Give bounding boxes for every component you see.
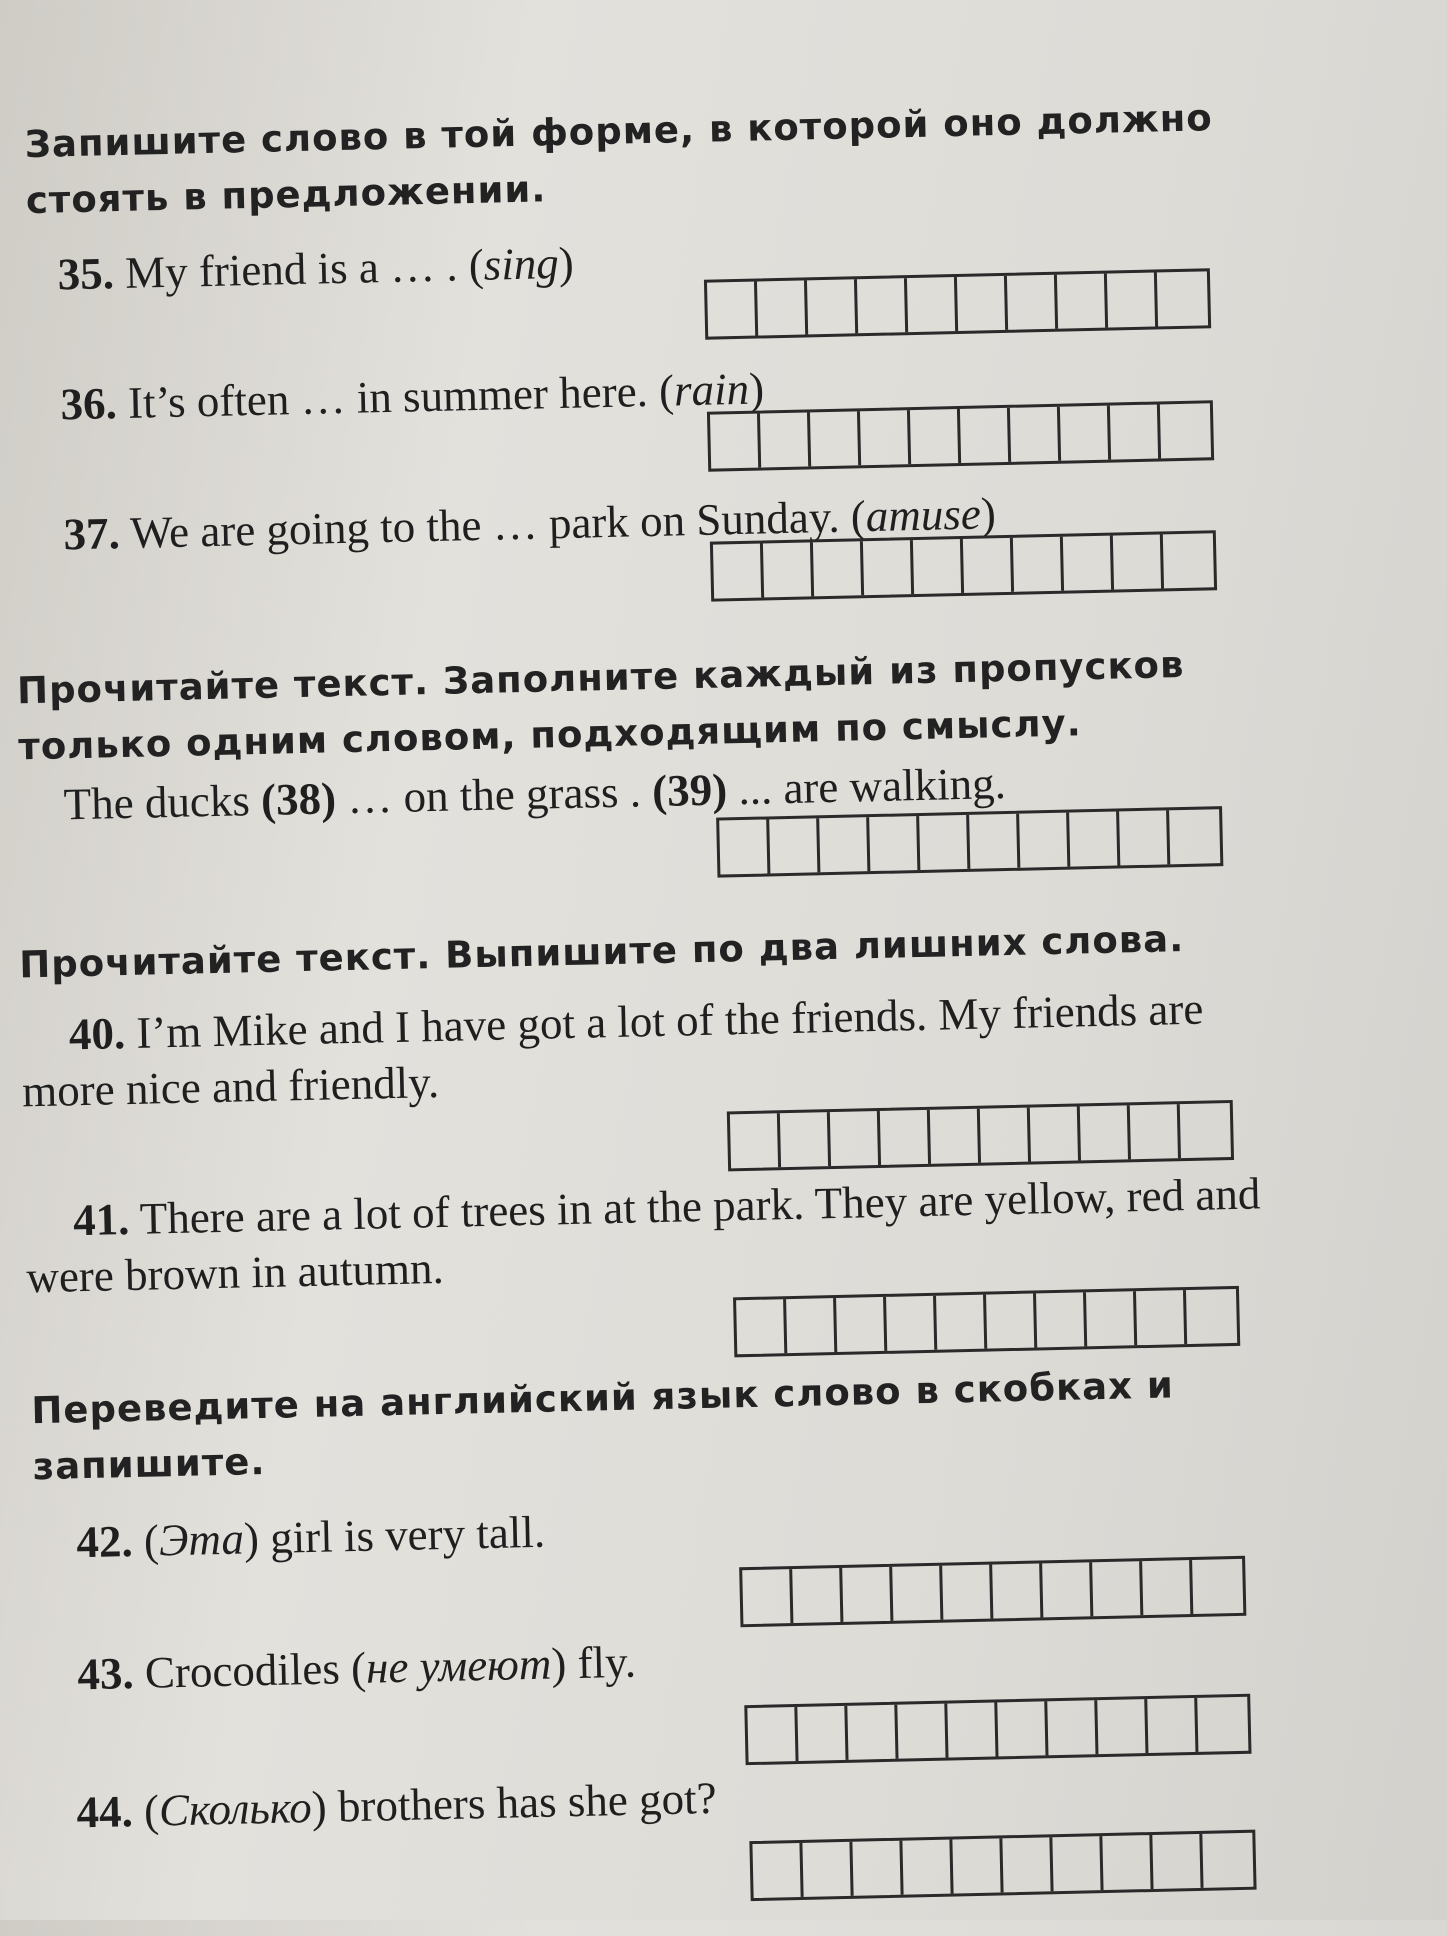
answer-cell[interactable] <box>819 817 870 872</box>
answer-cell[interactable] <box>760 412 811 467</box>
answer-cell[interactable] <box>786 1298 837 1353</box>
answer-cell[interactable] <box>963 538 1014 593</box>
answer-cell[interactable] <box>707 282 758 337</box>
answer-cell[interactable] <box>747 1707 798 1762</box>
answer-cell[interactable] <box>1092 1561 1143 1616</box>
task-hint: Эта <box>158 1513 245 1566</box>
answer-cell[interactable] <box>930 1109 981 1164</box>
answer-cell[interactable] <box>869 816 920 871</box>
task-text: ) <box>243 1513 260 1564</box>
answer-cell[interactable] <box>719 819 770 874</box>
answer-cell[interactable] <box>1107 272 1158 327</box>
answer-cell[interactable] <box>757 280 808 335</box>
answer-cell[interactable] <box>792 1568 843 1623</box>
answer-cell[interactable] <box>1102 1835 1153 1890</box>
task-hint: sing <box>483 238 560 290</box>
answer-cell[interactable] <box>1192 1559 1243 1614</box>
answer-cell[interactable] <box>1197 1697 1248 1752</box>
answer-cell[interactable] <box>1160 403 1211 458</box>
answer-cell[interactable] <box>997 1701 1048 1756</box>
answer-cell[interactable] <box>1086 1291 1137 1346</box>
answer-cell[interactable] <box>842 1567 893 1622</box>
answer-cell[interactable] <box>807 279 858 334</box>
task-hint: Сколько <box>158 1782 313 1836</box>
task-41 <box>24 1165 1266 1305</box>
answer-cell[interactable] <box>1069 811 1120 866</box>
task-40 <box>20 979 1257 1119</box>
answer-cell[interactable] <box>1130 1104 1181 1159</box>
task-text: Crocodiles ( <box>144 1642 367 1698</box>
answer-cell[interactable] <box>913 539 964 594</box>
task-text: My friend is a … . ( <box>124 239 485 298</box>
task-text: ... are walking. <box>726 758 1007 815</box>
task-number: 43. <box>76 1648 135 1700</box>
answer-cell[interactable] <box>1057 274 1108 329</box>
answer-cell[interactable] <box>780 1112 831 1167</box>
answer-cell[interactable] <box>980 1108 1031 1163</box>
task-text: ) fly. <box>550 1636 637 1689</box>
answer-cell[interactable] <box>1147 1698 1198 1753</box>
task-text: We are going to the … park on Sunday. ( <box>129 491 867 558</box>
task-36 <box>60 360 765 432</box>
task-35 <box>57 235 574 303</box>
answer-cell[interactable] <box>852 1841 903 1896</box>
task-text: … on the grass . <box>335 766 653 824</box>
answer-cell[interactable] <box>1163 533 1214 588</box>
answer-cell[interactable] <box>830 1111 881 1166</box>
task-43 <box>77 1634 637 1703</box>
task-hint: не умеют <box>365 1638 552 1693</box>
answer-cell[interactable] <box>992 1563 1043 1618</box>
answer-cell[interactable] <box>1010 407 1061 462</box>
answer-cell[interactable] <box>1152 1834 1203 1889</box>
answer-boxes-38-39[interactable] <box>716 806 1223 877</box>
answer-cell[interactable] <box>936 1295 987 1350</box>
answer-cell[interactable] <box>1060 406 1111 461</box>
answer-cell[interactable] <box>863 540 914 595</box>
task-number: 37. <box>62 508 121 560</box>
answer-cell[interactable] <box>860 410 911 465</box>
task-text: ( <box>143 1785 160 1836</box>
section-heading-3: Прочитайте текст. Выпишите по два лишних слова. <box>18 917 1185 987</box>
answer-cell[interactable] <box>1142 1560 1193 1615</box>
answer-cell[interactable] <box>942 1565 993 1620</box>
section-heading-4: Переведите на английский язык слово в скобках и запишите. <box>30 1363 1175 1489</box>
task-number: 42. <box>75 1516 134 1568</box>
answer-cell[interactable] <box>1013 537 1064 592</box>
task-number: 41. <box>72 1194 130 1246</box>
answer-cell[interactable] <box>919 815 970 870</box>
answer-cell[interactable] <box>1047 1700 1098 1755</box>
answer-cell[interactable] <box>797 1706 848 1761</box>
answer-cell[interactable] <box>952 1838 1003 1893</box>
answer-cell[interactable] <box>1042 1562 1093 1617</box>
answer-cell[interactable] <box>1097 1699 1148 1754</box>
answer-cell[interactable] <box>763 542 814 597</box>
task-text: It’s often … in summer here. ( <box>127 365 675 428</box>
answer-cell[interactable] <box>1157 271 1208 326</box>
answer-cell[interactable] <box>836 1297 887 1352</box>
answer-cell[interactable] <box>1186 1289 1237 1344</box>
answer-cell[interactable] <box>1052 1836 1103 1891</box>
task-text-end: ) <box>748 363 765 414</box>
answer-cell[interactable] <box>710 414 761 469</box>
answer-cell[interactable] <box>1169 809 1220 864</box>
answer-boxes-42[interactable] <box>739 1556 1246 1627</box>
answer-cell[interactable] <box>1180 1103 1231 1158</box>
answer-cell[interactable] <box>1113 534 1164 589</box>
task-hint: amuse <box>865 488 982 542</box>
answer-cell[interactable] <box>957 276 1008 331</box>
answer-boxes-41[interactable] <box>733 1286 1240 1357</box>
task-44 <box>76 1770 717 1841</box>
answer-cell[interactable] <box>1007 275 1058 330</box>
task-42 <box>76 1504 546 1571</box>
answer-boxes-44[interactable] <box>749 1830 1256 1901</box>
answer-cell[interactable] <box>1030 1106 1081 1161</box>
answer-cell[interactable] <box>752 1843 803 1898</box>
answer-cell[interactable] <box>847 1705 898 1760</box>
answer-cell[interactable] <box>730 1113 781 1168</box>
answer-boxes-36[interactable] <box>707 400 1214 471</box>
task-text: girl is very tall. <box>258 1506 546 1564</box>
answer-cell[interactable] <box>1036 1292 1087 1347</box>
answer-cell[interactable] <box>1110 404 1161 459</box>
answer-cell[interactable] <box>769 818 820 873</box>
answer-boxes-37[interactable] <box>710 530 1217 601</box>
task-text: ) <box>311 1781 328 1833</box>
task-number: 36. <box>60 378 118 430</box>
answer-cell[interactable] <box>947 1702 998 1757</box>
task-hint: rain <box>673 363 750 416</box>
answer-cell[interactable] <box>713 543 764 598</box>
answer-cell[interactable] <box>960 408 1011 463</box>
answer-cell[interactable] <box>1119 810 1170 865</box>
answer-cell[interactable] <box>969 814 1020 869</box>
answer-cell[interactable] <box>802 1842 853 1897</box>
answer-cell[interactable] <box>910 409 961 464</box>
task-number: 40. <box>68 1008 126 1060</box>
task-number: 44. <box>75 1786 134 1838</box>
answer-cell[interactable] <box>736 1299 787 1354</box>
answer-cell[interactable] <box>1019 813 1070 868</box>
task-text: ( <box>143 1515 160 1566</box>
answer-cell[interactable] <box>897 1704 948 1759</box>
answer-cell[interactable] <box>902 1840 953 1895</box>
answer-boxes-40[interactable] <box>727 1100 1234 1171</box>
answer-cell[interactable] <box>880 1110 931 1165</box>
answer-cell[interactable] <box>1136 1290 1187 1345</box>
answer-boxes-43[interactable] <box>744 1694 1251 1765</box>
answer-cell[interactable] <box>1002 1837 1053 1892</box>
answer-cell[interactable] <box>810 411 861 466</box>
answer-cell[interactable] <box>857 278 908 333</box>
section-heading-2: Прочитайте текст. Заполните каждый из пропусков только одним словом, подходящим по смыслу. <box>16 642 1185 769</box>
section-heading-1: Запишите слово в той форме, в которой оно должно стоять в предложении. <box>24 96 1214 223</box>
answer-cell[interactable] <box>907 277 958 332</box>
task-number: 35. <box>57 248 115 300</box>
task-text: I’m Mike and I have got a lot of the friends. My friends are more nice and friendly. <box>21 983 1204 1117</box>
task-text: The ducks <box>63 774 262 830</box>
task-text-end: ) <box>980 488 997 539</box>
answer-cell[interactable] <box>886 1296 937 1351</box>
gap-number-39: (39) <box>651 764 728 817</box>
task-text: brothers has she got? <box>326 1772 718 1832</box>
answer-cell[interactable] <box>986 1293 1037 1348</box>
answer-cell[interactable] <box>742 1569 793 1624</box>
answer-cell[interactable] <box>892 1566 943 1621</box>
answer-cell[interactable] <box>1080 1105 1131 1160</box>
answer-cell[interactable] <box>1202 1833 1253 1888</box>
answer-boxes-35[interactable] <box>704 268 1211 339</box>
gap-number-38: (38) <box>260 773 337 825</box>
task-text-end: ) <box>558 237 575 289</box>
answer-cell[interactable] <box>1063 536 1114 591</box>
answer-cell[interactable] <box>813 541 864 596</box>
task-text: There are a lot of trees in at the park. They are yellow, red and were brown in autumn. <box>25 1168 1261 1303</box>
